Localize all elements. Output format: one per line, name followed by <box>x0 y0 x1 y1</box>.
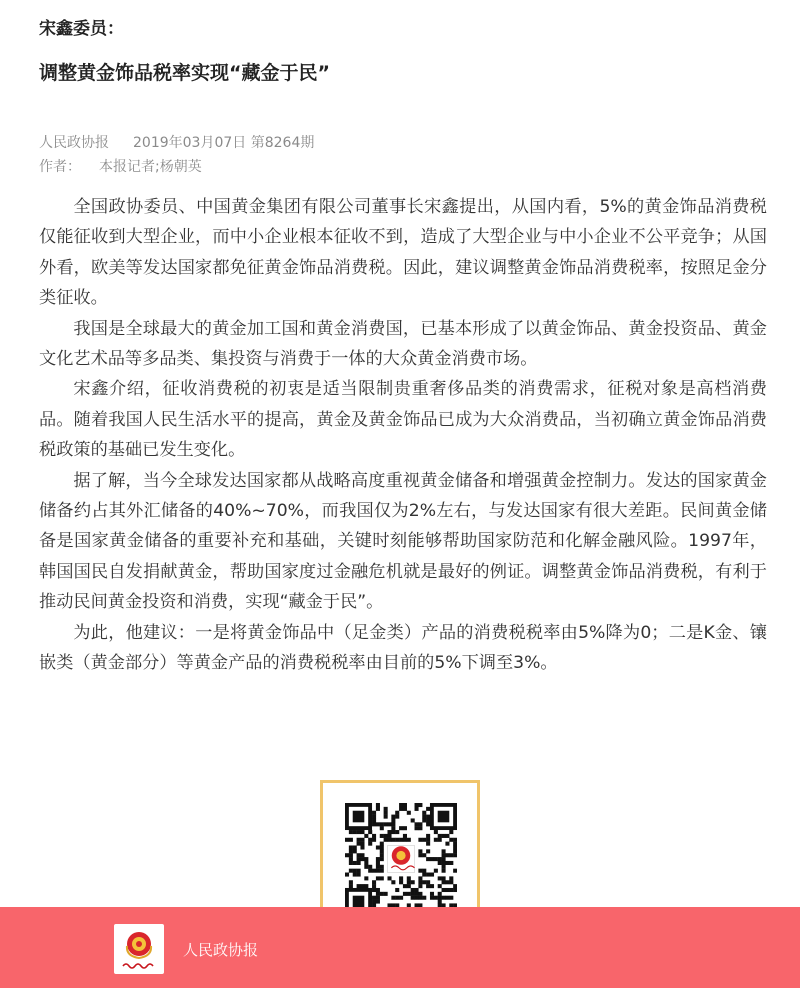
footer-newspaper-name[interactable]: 人民政协报 <box>183 941 259 959</box>
author-name: 本报记者;杨朝英 <box>99 159 202 175</box>
article-paragraph: 全国政协委员、中国黄金集团有限公司董事长宋鑫提出，从国内看，5%的黄金饰品消费税仅能征收到大型企业，而中小企业根本征收不到，造成了大型企业与中小企业不公平竞争；从国外看，欧美等发达国家都免征黄金饰品消费税。因此，建议调整黄金饰品消费税率，按照足金分类征收。 <box>39 197 767 309</box>
article-paragraph: 宋鑫介绍，征收消费税的初衷是适当限制贵重奢侈品类的消费需求，征税对象是高档消费品。随着我国人民生活水平的提高，黄金及黄金饰品已成为大众消费品，当初确立黄金饰品消费税政策的基础已发生变化。 <box>39 379 767 461</box>
article-paragraph: 据了解，当今全球发达国家都从战略高度重视黄金储备和增强黄金控制力。发达的国家黄金储备约占其外汇储备的40%~70%，而我国仅为2%左右，与发达国家有很大差距。民间黄金储备是国家黄金储备的重要补充和基础，关键时刻能够帮助国家防范和化解金融风险。1997年，韩国国民自发捐献黄金，帮助国家度过金融危机就是最好的例证。调整黄金饰品消费税，有利于推动民间黄金投资和消费，实现“藏金于民”。 <box>39 470 767 613</box>
article-source-line <box>39 132 314 152</box>
article-paragraph: 为此，他建议：一是将黄金饰品中（足金类）产品的消费税税率由5%降为0；二是K金、镶嵌类（黄金部分）等黄金产品的消费税税率由目前的5%下调至3%。 <box>39 622 767 674</box>
article-paragraph: 我国是全球最大的黄金加工国和黄金消费国，已基本形成了以黄金饰品、黄金投资品、黄金文化艺术品等多品类、集投资与消费于一体的大众黄金消费市场。 <box>39 318 767 370</box>
article-author-line <box>39 156 202 176</box>
footer-bar[interactable] <box>0 907 800 988</box>
author-label: 作者： <box>39 159 81 175</box>
emblem-icon <box>114 924 164 974</box>
issue-number: 第8264期 <box>250 135 315 151</box>
qr-code-card[interactable] <box>320 780 480 920</box>
source-name[interactable]: 人民政协报 <box>39 135 109 151</box>
newspaper-logo <box>114 924 164 974</box>
article-body <box>39 192 767 679</box>
qr-code-icon <box>345 803 457 915</box>
article-title: 调整黄金饰品税率实现“藏金于民” <box>39 62 330 84</box>
publish-date: 2019年03月07日 <box>133 135 247 151</box>
article-pretitle: 宋鑫委员： <box>39 19 124 39</box>
